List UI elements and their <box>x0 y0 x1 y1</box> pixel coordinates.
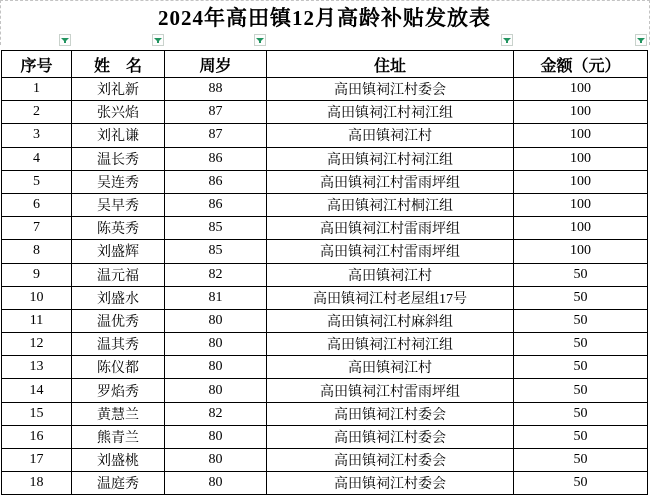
table-row <box>2 379 648 402</box>
name-cell[interactable]: 温其秀 <box>72 333 165 356</box>
filter-dropdown-button-name[interactable] <box>152 34 164 46</box>
serial-cell[interactable]: 13 <box>2 356 72 379</box>
age-cell[interactable]: 85 <box>165 240 267 263</box>
table-row <box>2 147 648 170</box>
age-cell[interactable]: 86 <box>165 170 267 193</box>
filter-dropdown-button-address[interactable] <box>501 34 513 46</box>
name-cell[interactable]: 陈英秀 <box>72 217 165 240</box>
amount-cell[interactable]: 100 <box>514 147 648 170</box>
name-cell[interactable]: 温庭秀 <box>72 472 165 495</box>
serial-cell[interactable]: 18 <box>2 472 72 495</box>
name-cell[interactable]: 温优秀 <box>72 309 165 332</box>
age-cell[interactable]: 87 <box>165 101 267 124</box>
autofilter-row <box>2 32 648 51</box>
chevron-stem <box>64 41 66 43</box>
name-cell[interactable]: 刘礼谦 <box>72 124 165 147</box>
amount-cell[interactable]: 100 <box>514 240 648 263</box>
serial-cell[interactable]: 2 <box>2 101 72 124</box>
age-cell[interactable]: 80 <box>165 333 267 356</box>
serial-cell[interactable]: 4 <box>2 147 72 170</box>
title-row <box>2 1 648 32</box>
serial-cell[interactable]: 1 <box>2 78 72 101</box>
filter-dropdown-button-serial[interactable] <box>59 34 71 46</box>
name-cell[interactable]: 温长秀 <box>72 147 165 170</box>
address-cell[interactable]: 高田镇祠江村雷雨坪组 <box>267 240 514 263</box>
age-cell[interactable]: 80 <box>165 472 267 495</box>
amount-cell[interactable]: 50 <box>514 333 648 356</box>
table-row <box>2 263 648 286</box>
subsidy-table <box>1 1 648 495</box>
column-header-amount[interactable]: 金额（元） <box>514 51 648 78</box>
address-cell[interactable]: 高田镇祠江村委会 <box>267 425 514 448</box>
age-cell[interactable]: 80 <box>165 309 267 332</box>
table-title[interactable]: 2024年高田镇12月高龄补贴发放表 <box>158 5 492 30</box>
age-cell[interactable]: 87 <box>165 124 267 147</box>
name-cell[interactable]: 吴早秀 <box>72 193 165 216</box>
filter-cell-age <box>165 32 267 51</box>
chevron-stem <box>506 41 508 43</box>
table-row <box>2 217 648 240</box>
table-row <box>2 193 648 216</box>
table-row <box>2 170 648 193</box>
table-row <box>2 472 648 495</box>
address-cell[interactable]: 高田镇祠江村桐江组 <box>267 193 514 216</box>
amount-cell[interactable]: 50 <box>514 449 648 472</box>
table-row <box>2 356 648 379</box>
serial-cell[interactable]: 16 <box>2 425 72 448</box>
name-cell[interactable]: 张兴焰 <box>72 101 165 124</box>
table-row <box>2 78 648 101</box>
table-row <box>2 333 648 356</box>
address-cell[interactable]: 高田镇祠江村 <box>267 124 514 147</box>
name-cell[interactable]: 陈仪都 <box>72 356 165 379</box>
table-row <box>2 101 648 124</box>
serial-cell[interactable]: 15 <box>2 402 72 425</box>
address-cell[interactable]: 高田镇祠江村委会 <box>267 472 514 495</box>
address-cell[interactable]: 高田镇祠江村祠江组 <box>267 101 514 124</box>
amount-cell[interactable]: 100 <box>514 170 648 193</box>
filter-cell-address <box>267 32 514 51</box>
filter-cell-name <box>72 32 165 51</box>
name-cell[interactable]: 刘盛水 <box>72 286 165 309</box>
age-cell[interactable]: 80 <box>165 356 267 379</box>
amount-cell[interactable]: 50 <box>514 472 648 495</box>
name-cell[interactable]: 刘盛桃 <box>72 449 165 472</box>
amount-cell[interactable]: 50 <box>514 379 648 402</box>
address-cell[interactable]: 高田镇祠江村祠江组 <box>267 147 514 170</box>
amount-cell[interactable]: 100 <box>514 101 648 124</box>
address-cell[interactable]: 高田镇祠江村祠江组 <box>267 333 514 356</box>
header-row <box>2 51 648 78</box>
age-cell[interactable]: 80 <box>165 425 267 448</box>
address-cell[interactable]: 高田镇祠江村雷雨坪组 <box>267 379 514 402</box>
amount-cell[interactable]: 50 <box>514 356 648 379</box>
address-cell[interactable]: 高田镇祠江村老屋组17号 <box>267 286 514 309</box>
address-cell[interactable]: 高田镇祠江村雷雨坪组 <box>267 217 514 240</box>
serial-cell[interactable]: 12 <box>2 333 72 356</box>
amount-cell[interactable]: 100 <box>514 78 648 101</box>
serial-cell[interactable]: 3 <box>2 124 72 147</box>
amount-cell[interactable]: 50 <box>514 309 648 332</box>
address-cell[interactable]: 高田镇祠江村 <box>267 263 514 286</box>
amount-cell[interactable]: 100 <box>514 124 648 147</box>
table-row <box>2 309 648 332</box>
address-cell[interactable]: 高田镇祠江村委会 <box>267 449 514 472</box>
amount-cell[interactable]: 50 <box>514 425 648 448</box>
serial-cell[interactable]: 8 <box>2 240 72 263</box>
serial-cell[interactable]: 14 <box>2 379 72 402</box>
table-row <box>2 286 648 309</box>
address-cell[interactable]: 高田镇祠江村委会 <box>267 402 514 425</box>
name-cell[interactable]: 刘盛辉 <box>72 240 165 263</box>
chevron-stem <box>157 41 159 43</box>
amount-cell[interactable]: 100 <box>514 193 648 216</box>
amount-cell[interactable]: 50 <box>514 263 648 286</box>
column-header-name[interactable]: 姓 名 <box>72 51 165 78</box>
amount-cell[interactable]: 50 <box>514 402 648 425</box>
age-cell[interactable]: 82 <box>165 402 267 425</box>
serial-cell[interactable]: 5 <box>2 170 72 193</box>
filter-cell-serial <box>2 32 72 51</box>
table-row <box>2 240 648 263</box>
age-cell[interactable]: 82 <box>165 263 267 286</box>
age-cell[interactable]: 80 <box>165 449 267 472</box>
name-cell[interactable]: 温元福 <box>72 263 165 286</box>
address-cell[interactable]: 高田镇祠江村 <box>267 356 514 379</box>
serial-cell[interactable]: 17 <box>2 449 72 472</box>
serial-cell[interactable]: 7 <box>2 217 72 240</box>
age-cell[interactable]: 86 <box>165 193 267 216</box>
column-header-age[interactable]: 周岁 <box>165 51 267 78</box>
chevron-stem <box>259 41 261 43</box>
serial-cell[interactable]: 10 <box>2 286 72 309</box>
age-cell[interactable]: 81 <box>165 286 267 309</box>
age-cell[interactable]: 88 <box>165 78 267 101</box>
amount-cell[interactable]: 100 <box>514 217 648 240</box>
table-row <box>2 449 648 472</box>
filter-dropdown-button-amount[interactable] <box>635 34 647 46</box>
name-cell[interactable]: 黄慧兰 <box>72 402 165 425</box>
name-cell[interactable]: 罗焰秀 <box>72 379 165 402</box>
table-body <box>2 78 648 495</box>
column-header-serial[interactable]: 序号 <box>2 51 72 78</box>
serial-cell[interactable]: 11 <box>2 309 72 332</box>
chevron-stem <box>640 41 642 43</box>
serial-cell[interactable]: 6 <box>2 193 72 216</box>
address-cell[interactable]: 高田镇祠江村委会 <box>267 78 514 101</box>
filter-dropdown-button-age[interactable] <box>254 34 266 46</box>
amount-cell[interactable]: 50 <box>514 286 648 309</box>
filter-cell-amount <box>514 32 648 51</box>
serial-cell[interactable]: 9 <box>2 263 72 286</box>
name-cell[interactable]: 吴连秀 <box>72 170 165 193</box>
table-row <box>2 124 648 147</box>
name-cell[interactable]: 刘礼新 <box>72 78 165 101</box>
name-cell[interactable]: 熊青兰 <box>72 425 165 448</box>
address-cell[interactable]: 高田镇祠江村雷雨坪组 <box>267 170 514 193</box>
age-cell[interactable]: 80 <box>165 379 267 402</box>
age-cell[interactable]: 86 <box>165 147 267 170</box>
table-row <box>2 425 648 448</box>
address-cell[interactable]: 高田镇祠江村麻斜组 <box>267 309 514 332</box>
table-row <box>2 402 648 425</box>
column-header-address[interactable]: 住址 <box>267 51 514 78</box>
age-cell[interactable]: 85 <box>165 217 267 240</box>
